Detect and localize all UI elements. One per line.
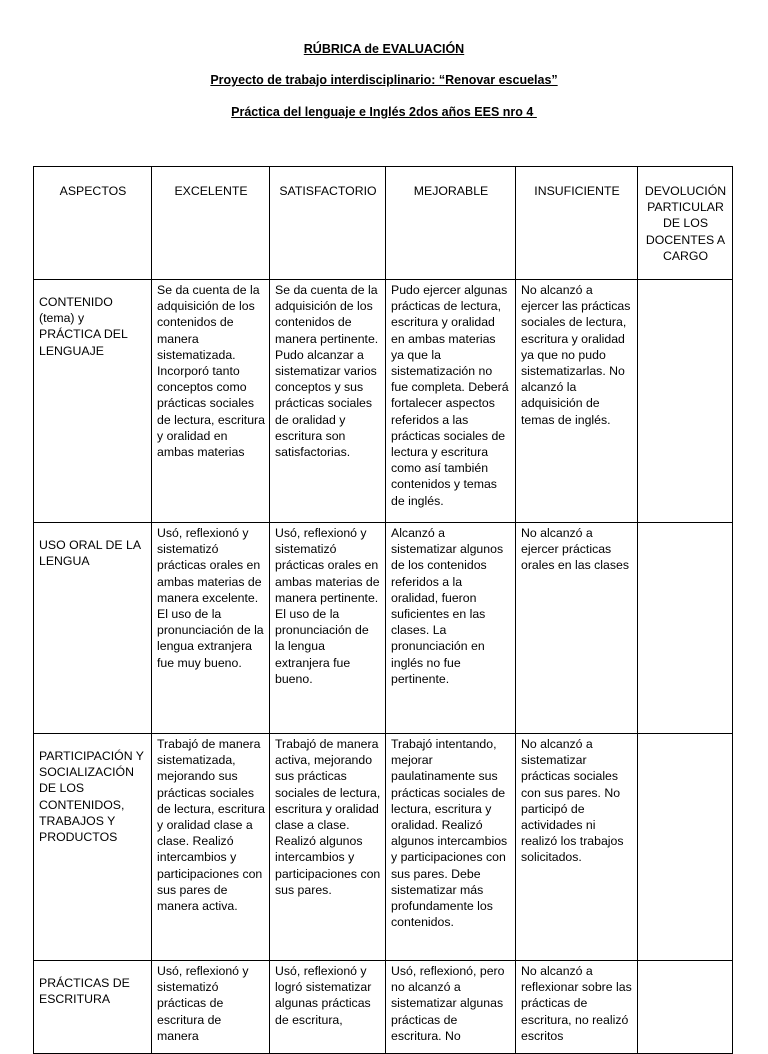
- header-aspectos: ASPECTOS: [34, 167, 152, 280]
- table-row: [34, 280, 733, 523]
- mejorable-text: Usó, reflexionó, pero no alcanzó a sistematizar algunas prácticas de escritura. No: [391, 964, 505, 1043]
- excelente-text: Usó, reflexionó y sistematizó prácticas de escritura de manera: [157, 964, 249, 1043]
- header-devolucion: DEVOLUCIÓN PARTICULAR DE LOS DOCENTES A CARGO: [638, 167, 733, 280]
- insuficiente-cell: No alcanzó a ejercer las prácticas sociales de lectura, escritura y oralidad ya que no pudo sistematizarlas. No alcanzó la adquisición de temas de inglés.: [516, 280, 638, 523]
- mejorable-cell: Pudo ejercer algunas prácticas de lectura, escritura y oralidad en ambas materias ya que la sistematización no fue completa. Deberá fortalecer aspectos referidos a las prácticas sociales de lectura y escritura como así también contenidos y temas de inglés.: [386, 280, 516, 523]
- excelente-cell: [152, 961, 270, 1054]
- header-satisfactorio: SATISFACTORIO: [270, 167, 386, 280]
- rubric-table: [33, 166, 733, 1054]
- devolucion-cell: [638, 734, 733, 961]
- devolucion-cell: [638, 523, 733, 734]
- document-title: RÚBRICA de EVALUACIÓN: [303, 42, 465, 56]
- aspect-cell: PRÁCTICAS DE ESCRITURA: [34, 961, 152, 1054]
- subject-title: Práctica del lenguaje e Inglés 2dos años EES nro 4: [231, 105, 537, 119]
- header-mejorable: MEJORABLE: [386, 167, 516, 280]
- table-row: [34, 961, 733, 1054]
- mejorable-cell: [386, 961, 516, 1054]
- header-insuficiente: INSUFICIENTE: [516, 167, 638, 280]
- devolucion-cell: [638, 961, 733, 1054]
- excelente-cell: Trabajó de manera sistematizada, mejorando sus prácticas sociales de lectura, escritura y oralidad clase a clase. Realizó intercambios y participaciones con sus pares de manera activa.: [152, 734, 270, 961]
- header-excelente: EXCELENTE: [152, 167, 270, 280]
- insuficiente-cell: No alcanzó a ejercer prácticas orales en las clases: [516, 523, 638, 734]
- mejorable-cell: Alcanzó a sistematizar algunos de los contenidos referidos a la oralidad, fueron suficientes en las clases. La pronunciación en inglés no fue pertinente.: [386, 523, 516, 734]
- table-row: [34, 734, 733, 961]
- satisfactorio-cell: Trabajó de manera activa, mejorando sus prácticas sociales de lectura, escritura y oralidad clase a clase. Realizó algunos intercambios y participaciones con sus pares.: [270, 734, 386, 961]
- excelente-cell: Se da cuenta de la adquisición de los contenidos de manera sistematizada. Incorporó tanto conceptos como prácticas sociales de lectura, escritura y oralidad en ambas materias: [152, 280, 270, 523]
- excelente-cell: Usó, reflexionó y sistematizó prácticas orales en ambas materias de manera excelente. El uso de la pronunciación de la lengua extranjera fue muy bueno.: [152, 523, 270, 734]
- aspect-cell: USO ORAL DE LA LENGUA: [34, 523, 152, 734]
- insuficiente-cell: [516, 961, 638, 1054]
- insuficiente-cell: No alcanzó a sistematizar prácticas sociales con sus pares. No participó de actividades ni realizó los trabajos solicitados.: [516, 734, 638, 961]
- table-row: [34, 523, 733, 734]
- project-title: Proyecto de trabajo interdisciplinario: “Renovar escuelas”: [210, 73, 558, 87]
- devolucion-cell: [638, 280, 733, 523]
- aspect-cell: CONTENIDO (tema) y PRÁCTICA DEL LENGUAJE: [34, 280, 152, 523]
- satisfactorio-cell: Usó, reflexionó y sistematizó prácticas orales en ambas materias de manera pertinente. El uso de la pronunciación de la lengua extranjera fue bueno.: [270, 523, 386, 734]
- aspect-cell: PARTICIPACIÓN Y SOCIALIZACIÓN DE LOS CONTENIDOS, TRABAJOS Y PRODUCTOS: [34, 734, 152, 961]
- satisfactorio-text: Usó, reflexionó y logró sistematizar algunas prácticas de escritura,: [275, 964, 372, 1027]
- mejorable-cell: Trabajó intentando, mejorar paulatinamente sus prácticas sociales de lectura, escritura y oralidad. Realizó algunos intercambios y participaciones con sus pares. Debe sistematizar más profundamente los contenidos.: [386, 734, 516, 961]
- satisfactorio-cell: Se da cuenta de la adquisición de los contenidos de manera pertinente. Pudo alcanzar a sistematizar varios conceptos y sus prácticas sociales de oralidad y escritura son satisfactorias.: [270, 280, 386, 523]
- table-header-row: [34, 167, 733, 280]
- insuficiente-text: No alcanzó a reflexionar sobre las prácticas de escritura, no realizó escritos: [521, 964, 632, 1043]
- satisfactorio-cell: [270, 961, 386, 1054]
